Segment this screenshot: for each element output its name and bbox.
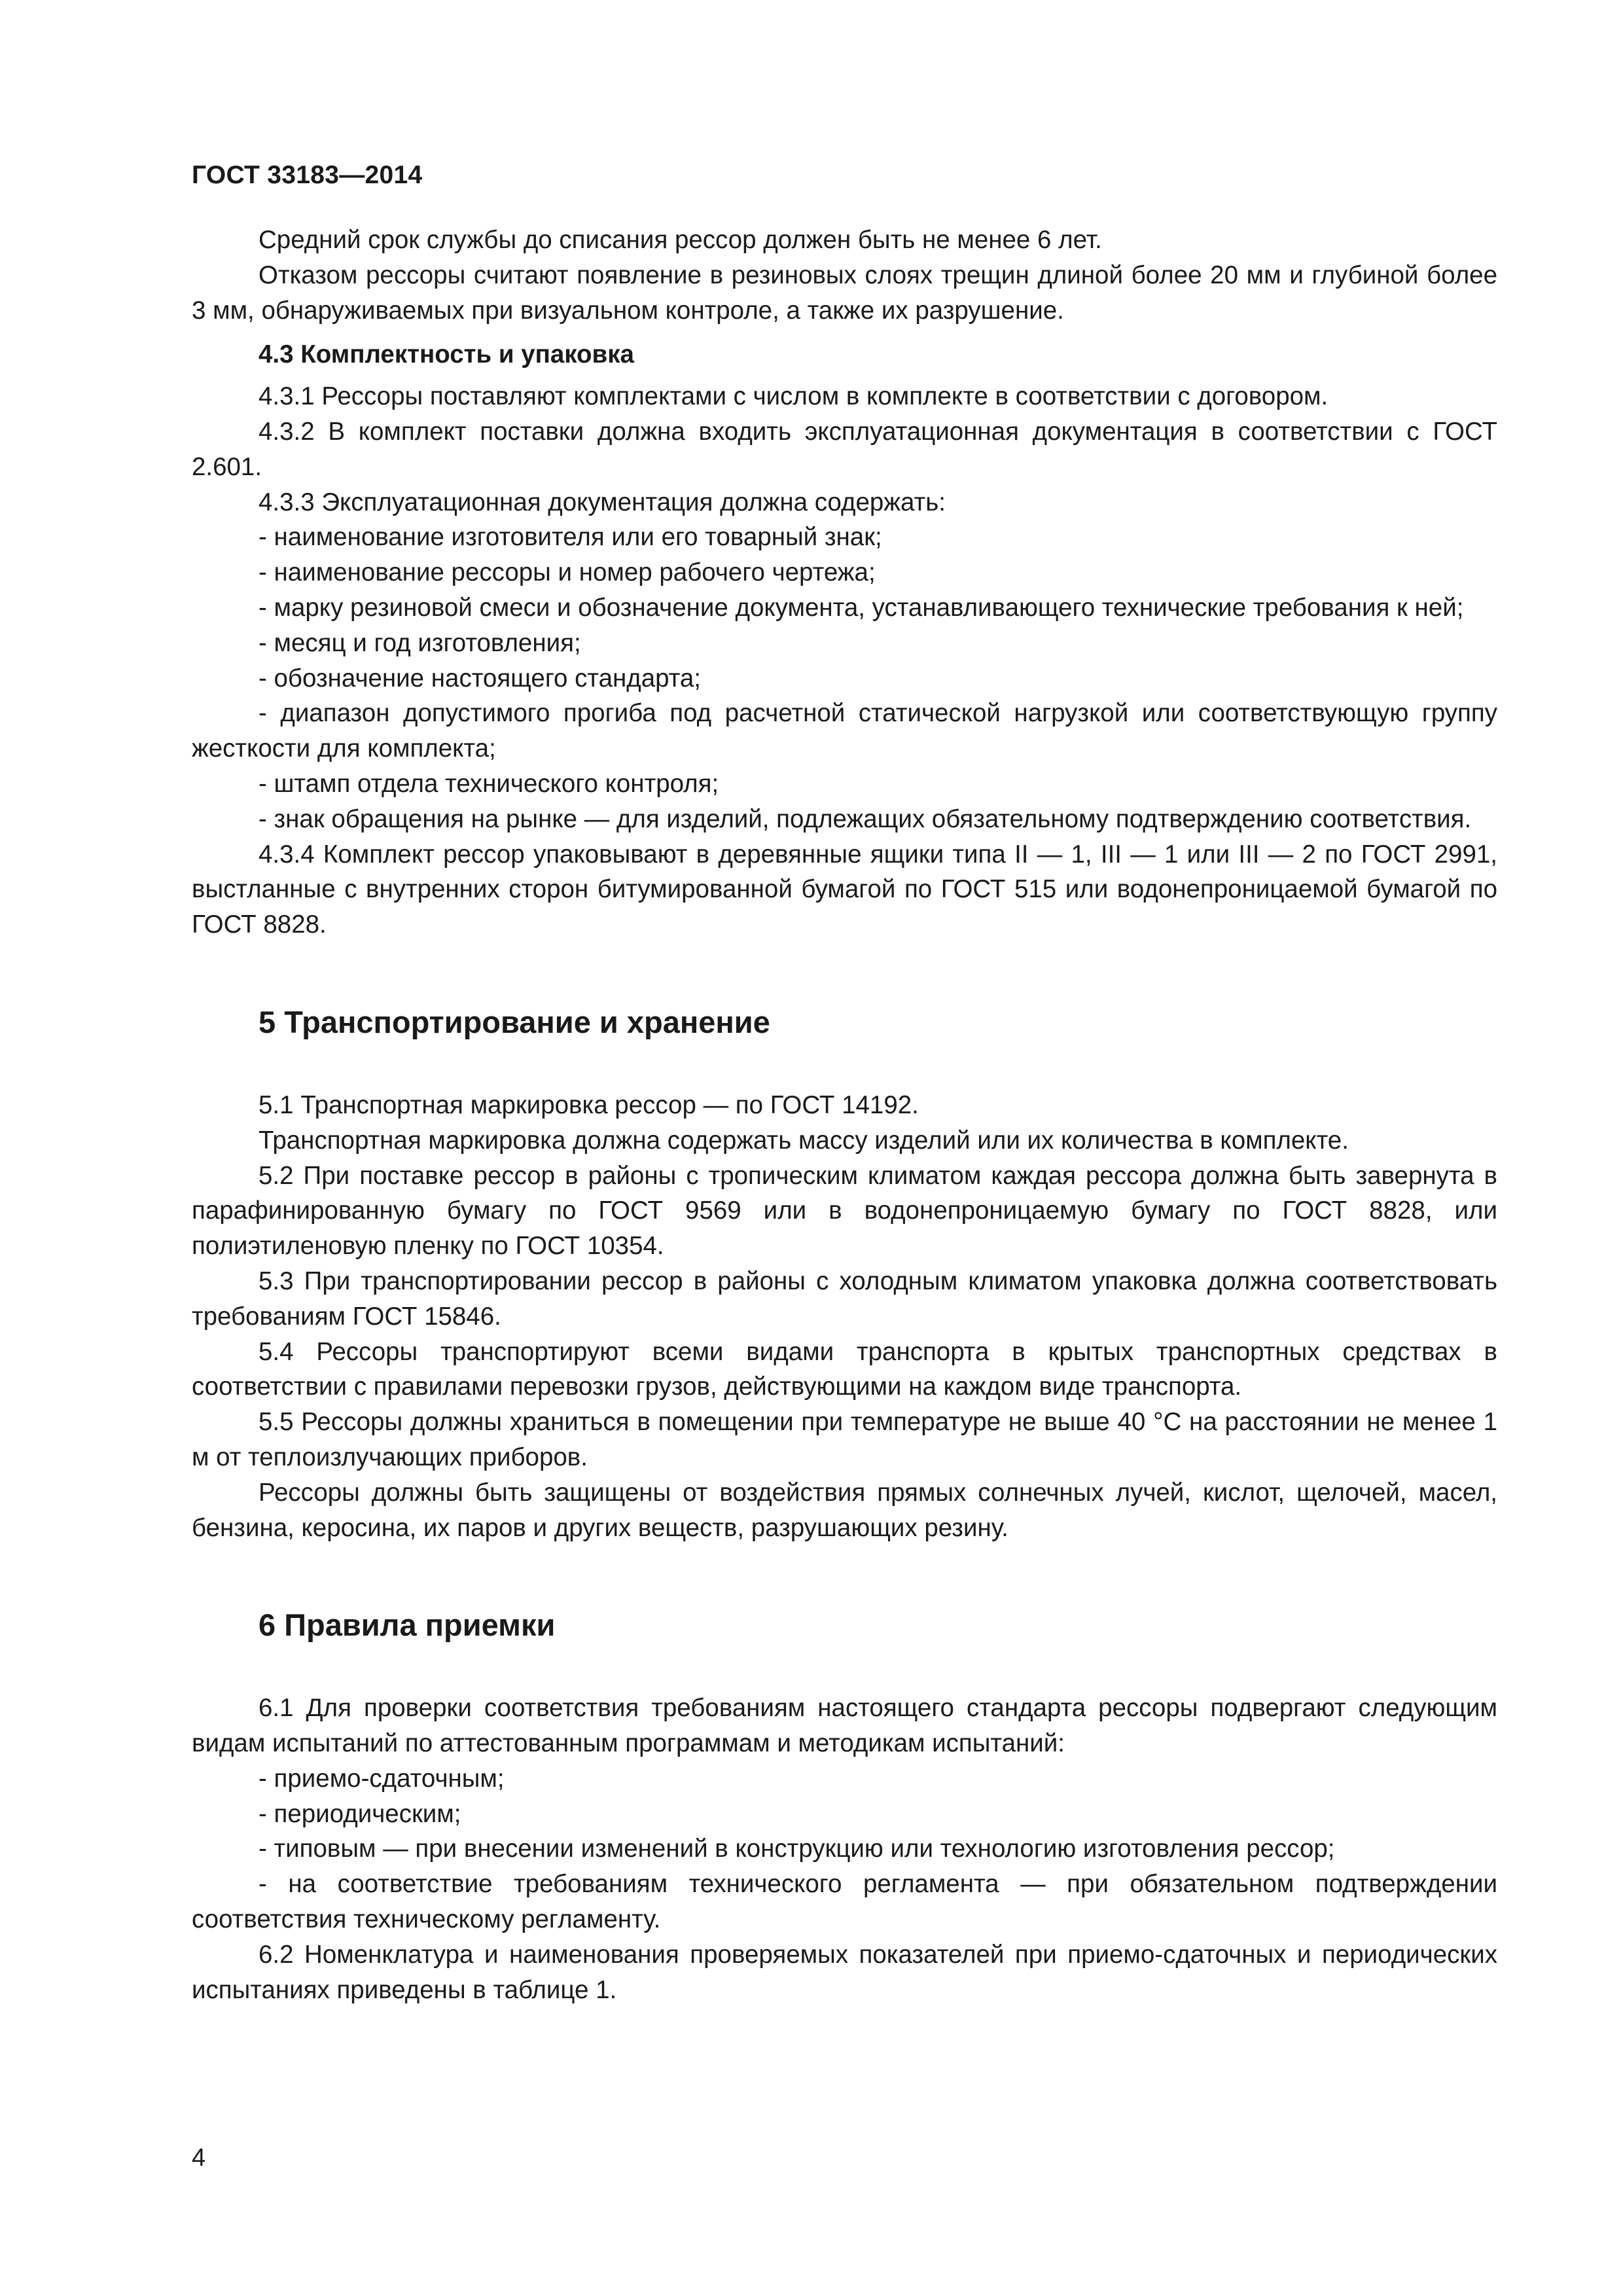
paragraph: Транспортная маркировка должна содержать массу изделий или их количества в комплекте. — [259, 1126, 1349, 1155]
paragraph: 5.2 При поставке рессор в районы с тропическим климатом каждая рессора должна быть завернута в парафинированную бумагу по ГОСТ 9569 или в водонепроницаемую бумагу по ГОСТ 8828, или полиэтиленовую пленку по ГОСТ 10354. — [192, 1161, 1497, 1261]
list-item: - месяц и год изготовления; — [259, 628, 581, 657]
paragraph: 6.2 Номенклатура и наименования проверяемых показателей при приемо-сдаточных и периодических испытаниях приведены в таблице 1. — [192, 1940, 1497, 2004]
section-title-6: 6 Правила приемки — [259, 1607, 556, 1643]
list-item: - наименование рессоры и номер рабочего чертежа; — [259, 558, 876, 587]
list-item: - периодическим; — [259, 1799, 461, 1828]
document-header: ГОСТ 33183—2014 — [192, 161, 423, 189]
paragraph: 4.3.1 Рессоры поставляют комплектами с числом в комплекте в соответствии с договором. — [259, 382, 1329, 411]
paragraph: Рессоры должны быть защищены от воздействия прямых солнечных лучей, кислот, щелочей, масел, бензина, керосина, их паров и других веществ, разрушающих резину. — [192, 1478, 1497, 1542]
list-item: - типовым — при внесении изменений в конструкцию или технологию изготовления рессор; — [259, 1835, 1335, 1863]
paragraph: Средний срок службы до списания рессор должен быть не менее 6 лет. — [259, 226, 1102, 254]
list-item: - знак обращения на рынке — для изделий, подлежащих обязательному подтверждению соответствия. — [259, 804, 1472, 833]
paragraph: 5.3 При транспортировании рессор в районы с холодным климатом упаковка должна соответствовать требованиям ГОСТ 15846. — [192, 1266, 1497, 1331]
paragraph: 4.3.3 Эксплуатационная документация должна содержать: — [259, 488, 946, 516]
list-item: - штамп отдела технического контроля; — [259, 769, 719, 798]
paragraph: 5.4 Рессоры транспортируют всеми видами транспорта в крытых транспортных средствах в соответствии с правилами перевозки грузов, действующими на каждом виде транспорта. — [192, 1337, 1497, 1401]
paragraph: 5.1 Транспортная маркировка рессор — по ГОСТ 14192. — [259, 1090, 919, 1119]
section-title-5: 5 Транспортирование и хранение — [259, 1004, 770, 1039]
paragraph: Отказом рессоры считают появление в резиновых слоях трещин длиной более 20 мм и глубиной более 3 мм, обнаруживаемых при визуальном контроле, а также их разрушение. — [192, 260, 1497, 325]
list-item: - диапазон допустимого прогиба под расчетной статической нагрузкой или соответствующую группу жесткости для комплекта; — [192, 699, 1497, 763]
paragraph: 4.3.4 Комплект рессор упаковывают в деревянные ящики типа II — 1, III — 1 или III — 2 по ГОСТ 2991, выстланные с внутренних сторон битумированной бумагой по ГОСТ 515 или водонепроницаемой бумагой по ГОСТ 8828. — [192, 840, 1497, 939]
list-item: - на соответствие требованиям технического регламента — при обязательном подтверждении соответствия техническому регламенту. — [192, 1870, 1497, 1934]
page-number: 4 — [192, 2144, 206, 2172]
list-item: - марку резиновой смеси и обозначение документа, устанавливающего технические требования к ней; — [259, 593, 1464, 622]
list-item: - наименование изготовителя или его товарный знак; — [259, 523, 882, 552]
list-item: - приемо-сдаточным; — [259, 1764, 505, 1793]
paragraph: 6.1 Для проверки соответствия требованиям настоящего стандарта рессоры подвергают следующим видам испытаний по аттестованным программам и методикам испытаний: — [192, 1694, 1497, 1758]
paragraph: 5.5 Рессоры должны храниться в помещении при температуре не выше 40 °С на расстоянии не менее 1 м от теплоизлучающих приборов. — [192, 1408, 1497, 1471]
subsection-title-4-3: 4.3 Комплектность и упаковка — [259, 340, 634, 369]
page-content — [192, 223, 1497, 2007]
paragraph: 4.3.2 В комплект поставки должна входить эксплуатационная документация в соответствии с ГОСТ 2.601. — [192, 417, 1497, 481]
list-item: - обозначение настоящего стандарта; — [259, 664, 702, 692]
